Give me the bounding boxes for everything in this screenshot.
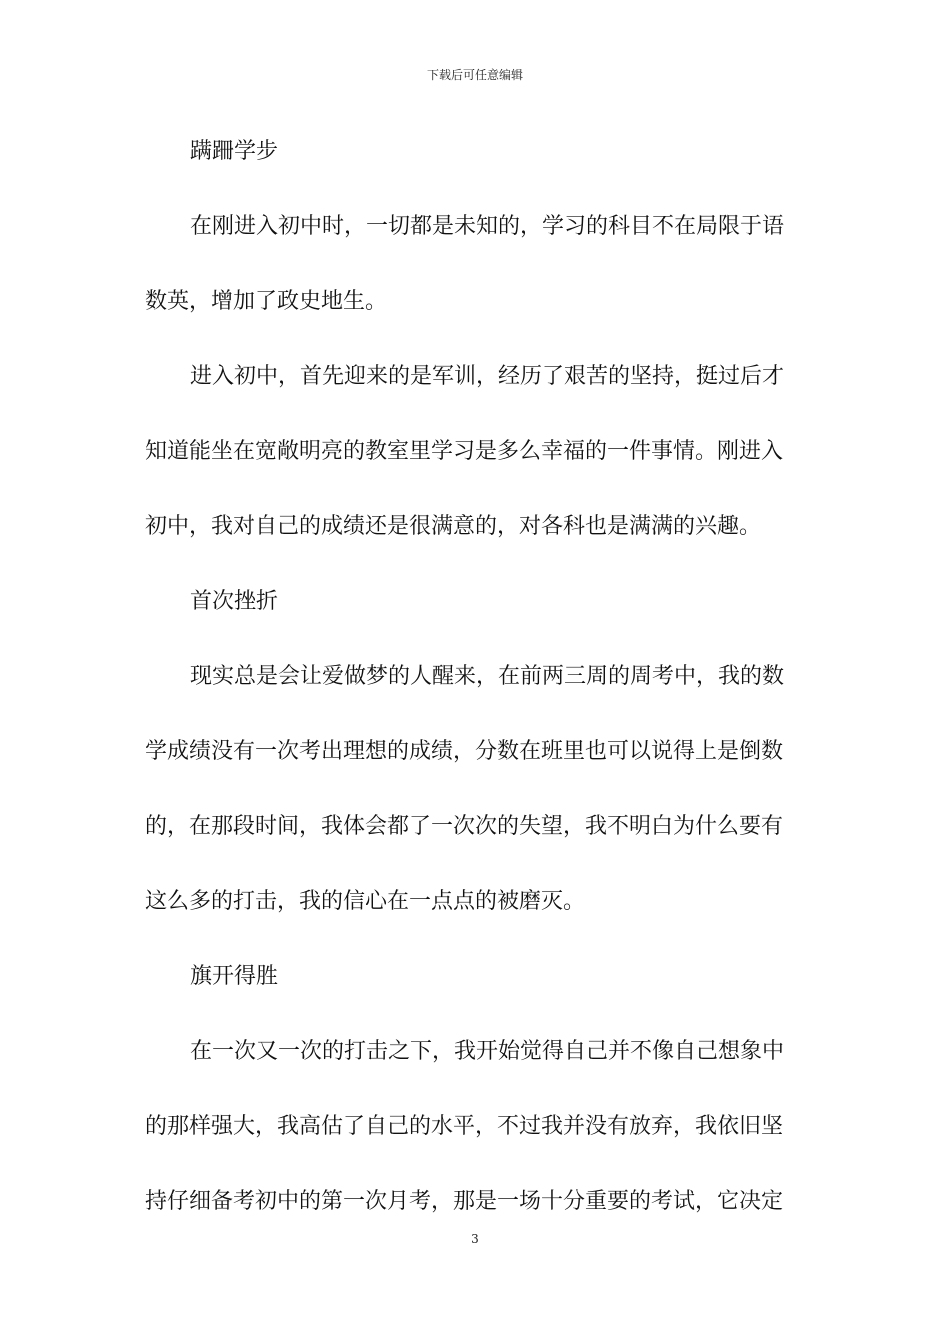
paragraph-line: 进入初中，首先迎来的是军训，经历了艰苦的坚持，挺过后才 xyxy=(190,364,785,389)
section-heading-2: 首次挫折 xyxy=(190,589,279,614)
paragraph-line: 持仔细备考初中的第一次月考，那是一场十分重要的考试，它决定 xyxy=(145,1189,784,1214)
paragraph-line: 的那样强大，我高估了自己的水平，不过我并没有放弃，我依旧坚 xyxy=(145,1114,784,1139)
paragraph-line: 数英，增加了政史地生。 xyxy=(145,289,388,314)
paragraph-line: 学成绩没有一次考出理想的成绩，分数在班里也可以说得上是倒数 xyxy=(145,739,784,764)
section-heading-1: 蹒跚学步 xyxy=(190,139,279,164)
paragraph-line: 现实总是会让爱做梦的人醒来，在前两三周的周考中，我的数 xyxy=(190,664,785,689)
section-heading-3: 旗开得胜 xyxy=(190,964,279,989)
paragraph-line: 的，在那段时间，我体会都了一次次的失望，我不明白为什么要有 xyxy=(145,814,784,839)
page-header: 下载后可任意编辑 xyxy=(426,68,523,82)
paragraph-line: 在刚进入初中时，一切都是未知的，学习的科目不在局限于语 xyxy=(190,214,785,239)
page-number: 3 xyxy=(471,1232,479,1246)
paragraph-line: 在一次又一次的打击之下，我开始觉得自己并不像自己想象中 xyxy=(190,1039,785,1064)
paragraph-line: 初中，我对自己的成绩还是很满意的，对各科也是满满的兴趣。 xyxy=(145,514,762,539)
paragraph-line: 这么多的打击，我的信心在一点点的被磨灭。 xyxy=(145,889,586,914)
paragraph-line: 知道能坐在宽敞明亮的教室里学习是多么幸福的一件事情。刚进入 xyxy=(145,439,784,464)
